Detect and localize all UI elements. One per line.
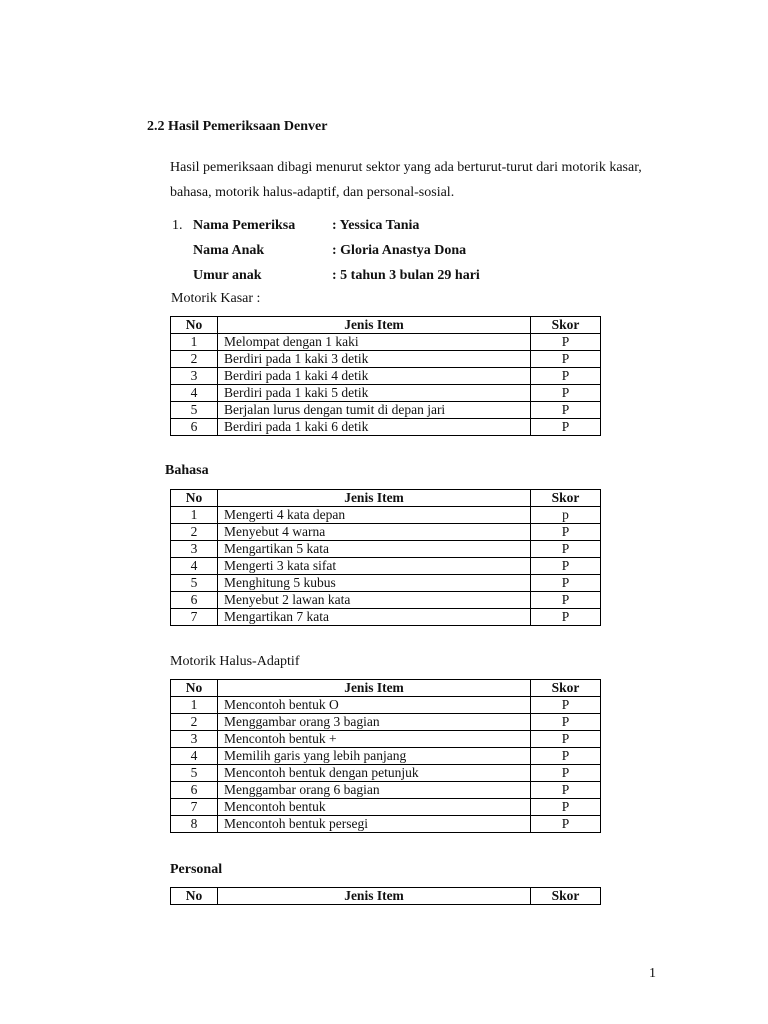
cell-jenis-item: Melompat dengan 1 kaki: [218, 334, 531, 351]
header-no: No: [171, 490, 218, 507]
cell-no: 2: [171, 714, 218, 731]
cell-no: 1: [171, 334, 218, 351]
cell-no: 1: [171, 507, 218, 524]
cell-jenis-item: Menghitung 5 kubus: [218, 575, 531, 592]
table-row: [171, 714, 601, 731]
cell-no: 6: [171, 782, 218, 799]
header-no: No: [171, 888, 218, 905]
table-bahasa: [170, 489, 601, 626]
table-header-row: [171, 317, 601, 334]
table-row: [171, 368, 601, 385]
cell-jenis-item: Mencontoh bentuk O: [218, 697, 531, 714]
cell-skor: P: [531, 609, 601, 626]
table-row: [171, 816, 601, 833]
header-jenis-item: Jenis Item: [218, 490, 531, 507]
cell-no: 3: [171, 541, 218, 558]
intro-paragraph: Hasil pemeriksaan dibagi menurut sektor yang ada berturut-turut dari motorik kasar, bahasa, motorik halus-adaptif, dan personal-sosial.: [170, 160, 642, 200]
section-label-personal: Personal: [170, 862, 223, 877]
table-row: [171, 507, 601, 524]
header-no: No: [171, 317, 218, 334]
cell-jenis-item: Mencontoh bentuk: [218, 799, 531, 816]
cell-skor: P: [531, 714, 601, 731]
cell-no: 5: [171, 575, 218, 592]
cell-skor: P: [531, 385, 601, 402]
cell-skor: P: [531, 592, 601, 609]
cell-jenis-item: Berdiri pada 1 kaki 4 detik: [218, 368, 531, 385]
cell-skor: P: [531, 765, 601, 782]
table-row: [171, 524, 601, 541]
cell-skor: P: [531, 351, 601, 368]
cell-skor: P: [531, 697, 601, 714]
table-row: [171, 748, 601, 765]
cell-skor: P: [531, 334, 601, 351]
header-jenis-item: Jenis Item: [218, 317, 531, 334]
cell-jenis-item: Mencontoh bentuk dengan petunjuk: [218, 765, 531, 782]
table-header-row: [171, 490, 601, 507]
cell-skor: P: [531, 524, 601, 541]
table-row: [171, 558, 601, 575]
table-row: [171, 592, 601, 609]
table-row: [171, 402, 601, 419]
cell-jenis-item: Mengerti 3 kata sifat: [218, 558, 531, 575]
cell-jenis-item: Berdiri pada 1 kaki 6 detik: [218, 419, 531, 436]
header-no: No: [171, 680, 218, 697]
cell-no: 5: [171, 402, 218, 419]
cell-jenis-item: Mengerti 4 kata depan: [218, 507, 531, 524]
header-skor: Skor: [531, 680, 601, 697]
cell-jenis-item: Menggambar orang 3 bagian: [218, 714, 531, 731]
section-title: 2.2 Hasil Pemeriksaan Denver: [147, 119, 328, 134]
cell-skor: P: [531, 575, 601, 592]
cell-jenis-item: Mencontoh bentuk persegi: [218, 816, 531, 833]
cell-jenis-item: Menggambar orang 6 bagian: [218, 782, 531, 799]
cell-skor: P: [531, 782, 601, 799]
cell-jenis-item: Berdiri pada 1 kaki 3 detik: [218, 351, 531, 368]
page-number: 1: [649, 966, 656, 981]
cell-skor: P: [531, 816, 601, 833]
cell-no: 2: [171, 351, 218, 368]
cell-skor: P: [531, 419, 601, 436]
table-motorik-kasar: [170, 316, 601, 436]
info-label: Umur anak: [193, 268, 262, 283]
cell-skor: P: [531, 368, 601, 385]
info-label: Nama Anak: [193, 243, 265, 258]
table-row: [171, 541, 601, 558]
info-value: : Yessica Tania: [332, 218, 420, 233]
section-label-motorik-halus: Motorik Halus-Adaptif: [170, 654, 300, 669]
cell-jenis-item: Mengartikan 7 kata: [218, 609, 531, 626]
header-skor: Skor: [531, 490, 601, 507]
cell-skor: P: [531, 558, 601, 575]
info-label: Nama Pemeriksa: [193, 218, 296, 233]
cell-jenis-item: Mencontoh bentuk +: [218, 731, 531, 748]
table-row: [171, 609, 601, 626]
info-value: : 5 tahun 3 bulan 29 hari: [332, 268, 480, 283]
info-value: : Gloria Anastya Dona: [332, 243, 467, 258]
cell-jenis-item: Mengartikan 5 kata: [218, 541, 531, 558]
cell-no: 7: [171, 799, 218, 816]
cell-no: 2: [171, 524, 218, 541]
cell-jenis-item: Memilih garis yang lebih panjang: [218, 748, 531, 765]
cell-jenis-item: Menyebut 2 lawan kata: [218, 592, 531, 609]
header-skor: Skor: [531, 888, 601, 905]
cell-no: 5: [171, 765, 218, 782]
cell-no: 4: [171, 558, 218, 575]
table-row: [171, 697, 601, 714]
table-motorik-halus: [170, 679, 601, 833]
table-row: [171, 334, 601, 351]
cell-skor: p: [531, 507, 601, 524]
table-header-row: [171, 888, 601, 905]
table-row: [171, 385, 601, 402]
cell-no: 4: [171, 748, 218, 765]
header-jenis-item: Jenis Item: [218, 888, 531, 905]
table-row: [171, 799, 601, 816]
cell-skor: P: [531, 748, 601, 765]
cell-jenis-item: Menyebut 4 warna: [218, 524, 531, 541]
cell-no: 8: [171, 816, 218, 833]
cell-no: 3: [171, 368, 218, 385]
cell-jenis-item: Berjalan lurus dengan tumit di depan jari: [218, 402, 531, 419]
table-row: [171, 782, 601, 799]
cell-no: 7: [171, 609, 218, 626]
table-personal: [170, 887, 601, 905]
table-row: [171, 731, 601, 748]
cell-no: 6: [171, 592, 218, 609]
cell-no: 3: [171, 731, 218, 748]
header-jenis-item: Jenis Item: [218, 680, 531, 697]
cell-skor: P: [531, 799, 601, 816]
table-row: [171, 419, 601, 436]
section-label-motorik-kasar: Motorik Kasar :: [171, 291, 261, 306]
list-number: 1.: [172, 218, 183, 233]
cell-skor: P: [531, 731, 601, 748]
table-header-row: [171, 680, 601, 697]
cell-no: 4: [171, 385, 218, 402]
cell-skor: P: [531, 402, 601, 419]
table-row: [171, 765, 601, 782]
cell-skor: P: [531, 541, 601, 558]
table-row: [171, 575, 601, 592]
section-label-bahasa: Bahasa: [165, 463, 209, 478]
table-row: [171, 351, 601, 368]
header-skor: Skor: [531, 317, 601, 334]
cell-jenis-item: Berdiri pada 1 kaki 5 detik: [218, 385, 531, 402]
cell-no: 1: [171, 697, 218, 714]
cell-no: 6: [171, 419, 218, 436]
